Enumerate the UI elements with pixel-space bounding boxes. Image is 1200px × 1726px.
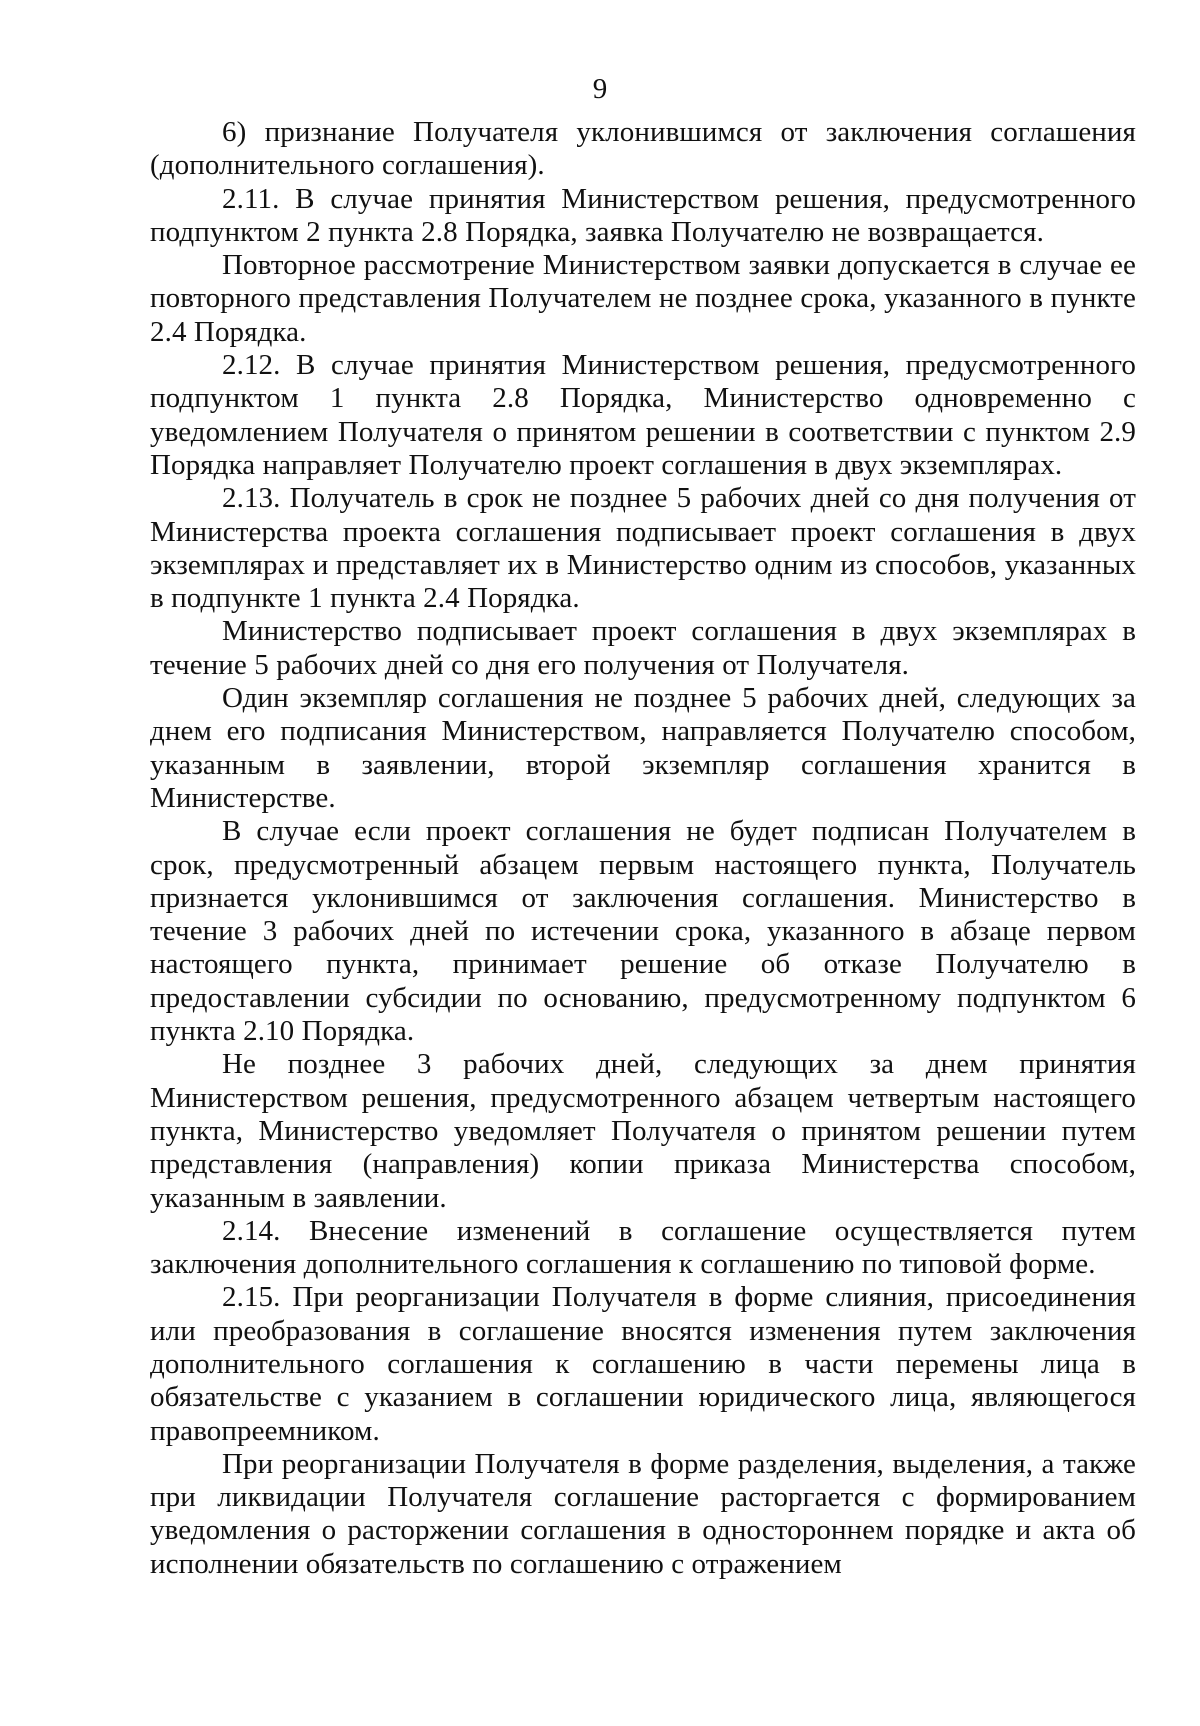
paragraph-2-15: 2.15. При реорганизации Получателя в форме слияния, присоединения или преобразования в соглашение вносятся изменения путем заключения дополнительного соглашения к соглашению в части перемены лица в обязательстве с указанием в соглашении юридического лица, являющегося правопреемником. xyxy=(150,1281,1136,1447)
paragraph-reorganization: При реорганизации Получателя в форме разделения, выделения, а также при ликвидации Получателя соглашение расторгается с формированием уведомления о расторжении соглашения в одностороннем порядке и акта об исполнении обязательств по соглашению с отражением xyxy=(150,1447,1136,1580)
paragraph-repeat-review: Повторное рассмотрение Министерством заявки допускается в случае ее повторного представления Получателем не позднее срока, указанного в пункте 2.4 Порядка. xyxy=(150,249,1136,348)
page-number: 9 xyxy=(592,73,608,105)
paragraph-2-13: 2.13. Получатель в срок не позднее 5 рабочих дней со дня получения от Министерства проекта соглашения подписывает проект соглашения в двух экземплярах и представляет их в Министерство одним из способов, указанных в подпункте 1 пункта 2.4 Порядка. xyxy=(150,482,1136,615)
paragraph-2-14: 2.14. Внесение изменений в соглашение осуществляется путем заключения дополнительного соглашения к соглашению по типовой форме. xyxy=(150,1214,1136,1281)
paragraph-unsigned-project: В случае если проект соглашения не будет подписан Получателем в срок, предусмотренный абзацем первым настоящего пункта, Получатель признается уклонившимся от заключения соглашения. Министерство в течение 3 рабочих дней по истечении срока, указанного в абзаце первом настоящего пункта, принимает решение об отказе Получателю в предоставлении субсидии по основанию, предусмотренному подпунктом 6 пункта 2.10 Порядка. xyxy=(150,815,1136,1048)
paragraph-2-12: 2.12. В случае принятия Министерством решения, предусмотренного подпунктом 1 пункта 2.8 Порядка, Министерство одновременно с уведомлением Получателя о принятом решении в соответствии с пунктом 2.9 Порядка направляет Получателю проект соглашения в двух экземплярах. xyxy=(150,349,1136,481)
paragraph-copy-sent: Один экземпляр соглашения не позднее 5 рабочих дней, следующих за днем его подписания Министерством, направляется Получателю способом, указанным в заявлении, второй экземпляр соглашения хранится в Министерстве. xyxy=(150,682,1136,814)
paragraph-item-6: 6) признание Получателя уклонившимся от заключения соглашения (дополнительного соглашения). xyxy=(150,116,1136,182)
paragraph-ministry-signs: Министерство подписывает проект соглашения в двух экземплярах в течение 5 рабочих дней со дня его получения от Получателя. xyxy=(150,615,1136,681)
paragraph-2-11: 2.11. В случае принятия Министерством решения, предусмотренного подпунктом 2 пункта 2.8 Порядка, заявка Получателю не возвращается. xyxy=(150,182,1136,248)
paragraph-notification: Не позднее 3 рабочих дней, следующих за днем принятия Министерством решения, предусмотренного абзацем четвертым настоящего пункта, Министерство уведомляет Получателя о принятом решении путем представления (направления) копии приказа Министерства способом, указанным в заявлении. xyxy=(150,1048,1136,1214)
document-body xyxy=(150,116,1136,1581)
